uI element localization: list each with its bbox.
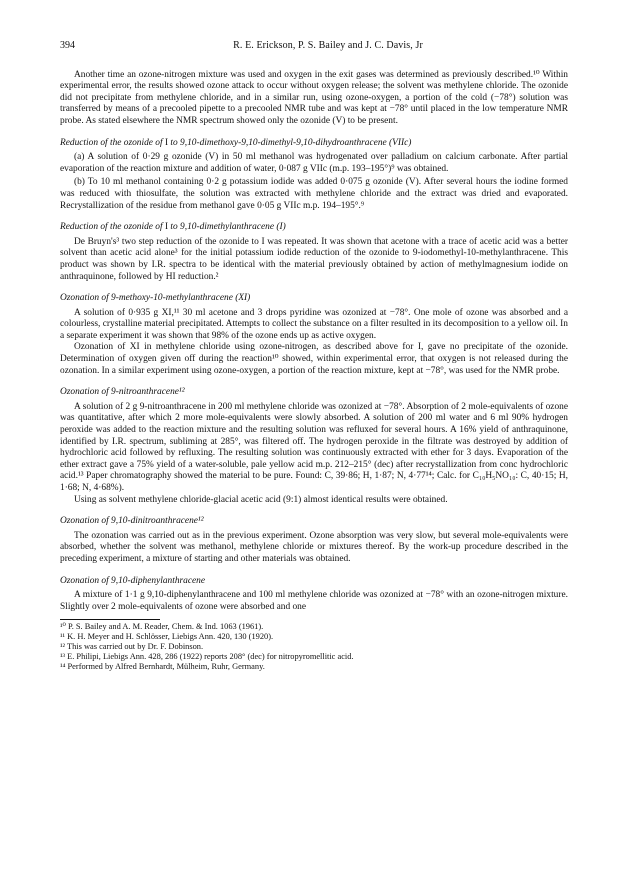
page-number: 394 — [60, 40, 75, 51]
running-title: R. E. Erickson, P. S. Bailey and J. C. Davis, Jr — [233, 40, 423, 51]
section-heading: Ozonation of 9,10-diphenylanthracene — [60, 575, 206, 586]
section-heading: Ozonation of 9-methoxy-10-methylanthracene (XI) — [60, 293, 251, 304]
footnote-divider — [60, 619, 160, 620]
paragraph: (a) A solution of 0·29 g ozonide (V) in 50 ml methanol was hydrogenated over palladium on calcium carbonate. After partial evaporation of the reaction mixture and addition of water, 0·087 g VIIc (m.p. 193–195°)⁹ was obtained. — [60, 152, 568, 174]
paragraph: (b) To 10 ml methanol containing 0·2 g potassium iodide was added 0·075 g ozonide (V). After several hours the iodine formed was reduced with thiosulfate, the solution was extracted with methylene chloride and the extract was dried and evaporated. Recrystallization of the residue from methanol gave 0·05 g VIIc m.p. 194–195°.⁹ — [60, 177, 568, 211]
page-header — [60, 40, 568, 52]
section-heading: Ozonation of 9-nitroanthracene¹² — [60, 387, 185, 398]
paragraph: A solution of 2 g 9-nitroanthracene in 200 ml methylene chloride was ozonized at −78°. Absorption of 2 mole-equivalents of ozone was quantitative, after which 2 more mole-equivalents were slowly absorbed. A solution of 200 ml water and 6 ml 90% hydrogen peroxide was added to the reaction mixture and the resulting solution was refluxed for several hours. A 16% yield of anthraquinone, identified by I.R. spectrum, subliming at 285°, was filtered off. The hydrogen peroxide in the filtrate was destroyed by addition of hydrochloric acid followed by refluxing. The resulting solution was continuously extracted with ether for 3 days. Evaporation of the ether extract gave a 75% yield of a water-soluble, pale yellow acid m.p. 212–215° (dec) after recrystallization from conc hydrochloric acid.¹³ Paper chromatography showed the material to be pure. Found: C, 39·86; H, 1·87; N, 4·77¹⁴; Calc. for C₁₀H₅NO₁₀: C, 40·15; H, 1·68; N, 4·68%). — [60, 401, 568, 493]
heading-text: to 9,10-dimethoxy-9,10-dimethyl-9,10-dihydroanthracene (VIIc) — [168, 137, 412, 148]
heading-compound: I — [164, 222, 169, 233]
section-ozonation-dinitroanthracene — [60, 516, 568, 565]
section-heading: Ozonation of 9,10-dinitroanthracene¹² — [60, 516, 204, 527]
footnote: ¹⁴ Performed by Alfred Bernhardt, Mülheim, Ruhr, Germany. — [60, 662, 265, 672]
section-reduction-i — [60, 222, 568, 283]
paragraph: The ozonation was carried out as in the previous experiment. Ozone absorption was very slow, but several mole-equivalents were absorbed, whether the solvent was methanol, methylene chloride or mixtures thereof. By the work-up procedure described in the preceding experiment, a mixture of starting and other materials was obtained. — [60, 530, 568, 564]
footnotes — [60, 622, 568, 672]
section-ozonation-nitroanthracene — [60, 387, 568, 506]
section-reduction-vIIc — [60, 138, 568, 213]
heading-text: Reduction of the ozonide of — [60, 222, 165, 233]
section-heading — [60, 138, 568, 150]
heading-text: Reduction of the ozonide of — [60, 137, 165, 148]
section-ozonation-diphenylanthracene — [60, 576, 568, 614]
intro-paragraph: Another time an ozone-nitrogen mixture was used and oxygen in the exit gases was determined as previously described.¹⁰ Within experimental error, the results showed ozone attack to occur without oxygen release; the solvent was methylene chloride. The ozonide did not precipitate from methylene chloride, and in a similar run, using ozone-oxygen, a portion of the cold (−78°) solution was transferred by means of a precooled pipette to a precooled NMR tube and was kept at −78° until placed in the low temperature NMR probe. As stated elsewhere the NMR spectrum showed only the ozonide (V) to be present. — [60, 69, 568, 126]
section-ozonation-xi — [60, 293, 568, 377]
footnote: ¹³ E. Philipi, Liebigs Ann. 428, 286 (1922) reports 208° (dec) for nitropyromellitic acid. — [60, 652, 354, 662]
footnote: ¹² This was carried out by Dr. F. Dobinson. — [60, 642, 204, 652]
paragraph: A solution of 0·935 g XI,¹¹ 30 ml acetone and 3 drops pyridine was ozonized at −78°. One mole of ozone was absorbed and a colourless, crystalline material precipitated. Attempts to collect the substance on a filter resulted in its decomposition to a yellow oil. In a separate experiment it was shown that 98% of the ozone ends up as active oxygen. — [60, 307, 568, 341]
paragraph: Ozonation of XI in methylene chloride using ozone-nitrogen, as described above for I, gave no precipitate of the ozonide. Determination of oxygen given off during the reaction¹⁰ showed, within experimental error, that oxygen is not released during the ozonation. In a similar experiment using ozone-oxygen, a portion of the reaction mixture, kept at −78°, was used for the NMR probe. — [60, 342, 568, 376]
paragraph: De Bruyn's³ two step reduction of the ozonide to I was repeated. It was shown that acetone with a trace of acetic acid was a better solvent than acetic acid alone³ for the initial potassium iodide reduction of the ozonide to 9-iodomethyl-10-methylanthracene. This product was shown by I.R. spectra to be identical with the material previously obtained by action of methylmagnesium iodide on anthraquinone, followed by HI reduction.² — [60, 236, 568, 282]
footnote: ¹¹ K. H. Meyer and H. Schlösser, Liebigs Ann. 420, 130 (1920). — [60, 632, 274, 642]
heading-compound: I — [164, 137, 169, 148]
paragraph: Using as solvent methylene chloride-glacial acetic acid (9:1) almost identical results were obtained. — [74, 494, 448, 505]
journal-page — [60, 40, 568, 672]
section-heading — [60, 222, 568, 234]
heading-text: to 9,10-dimethylanthracene (I) — [168, 222, 286, 233]
paragraph: A mixture of 1·1 g 9,10-diphenylanthracene and 100 ml methylene chloride was ozonized at −78° with an ozone-nitrogen mixture. Slightly over 2 mole-equivalents of ozone were absorbed and one — [60, 590, 568, 612]
footnote: ¹⁰ P. S. Bailey and A. M. Reader, Chem. & Ind. 1063 (1961). — [60, 622, 264, 632]
